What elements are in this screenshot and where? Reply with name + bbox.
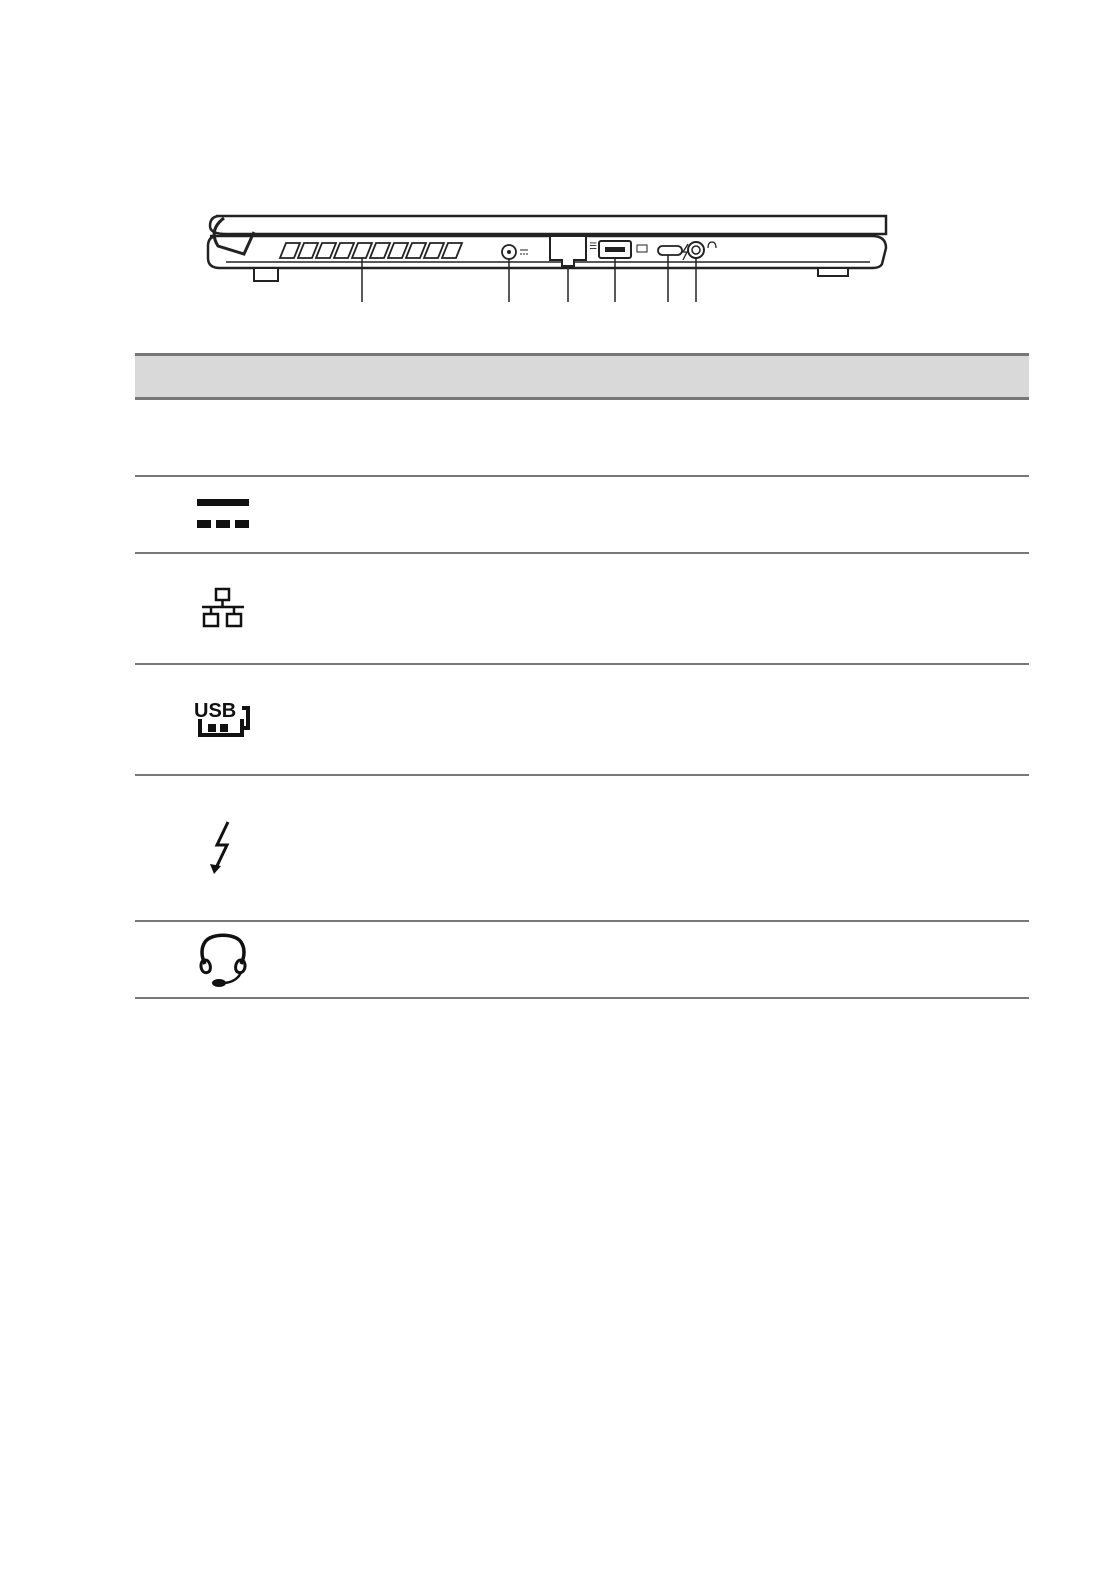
table-row (135, 399, 1029, 476)
icon-cell-empty (135, 399, 310, 476)
header-icon (135, 355, 310, 399)
table-row (135, 476, 1029, 553)
description-cell (310, 399, 1029, 476)
description-cell (310, 775, 1029, 921)
svg-text:USB: USB (193, 700, 236, 722)
header-item (310, 355, 1029, 399)
ports-table (135, 353, 1029, 999)
description-cell (310, 476, 1029, 553)
dc-in-icon (195, 505, 251, 522)
usb-charging-icon (192, 700, 254, 727)
description-cell (310, 921, 1029, 998)
table-row (135, 553, 1029, 664)
laptop-left-side-figure (196, 206, 896, 306)
table-row (135, 775, 1029, 921)
ethernet-network-icon (200, 599, 246, 616)
table-row (135, 921, 1029, 998)
description-cell (310, 553, 1029, 664)
svg-text:☰: ☰ (589, 242, 598, 252)
table-header-row (135, 355, 1029, 399)
laptop-side-view-drawing (196, 206, 896, 306)
headset-icon (197, 950, 249, 967)
description-cell (310, 664, 1029, 775)
table-row (135, 664, 1029, 775)
thunderbolt-icon (208, 838, 238, 855)
